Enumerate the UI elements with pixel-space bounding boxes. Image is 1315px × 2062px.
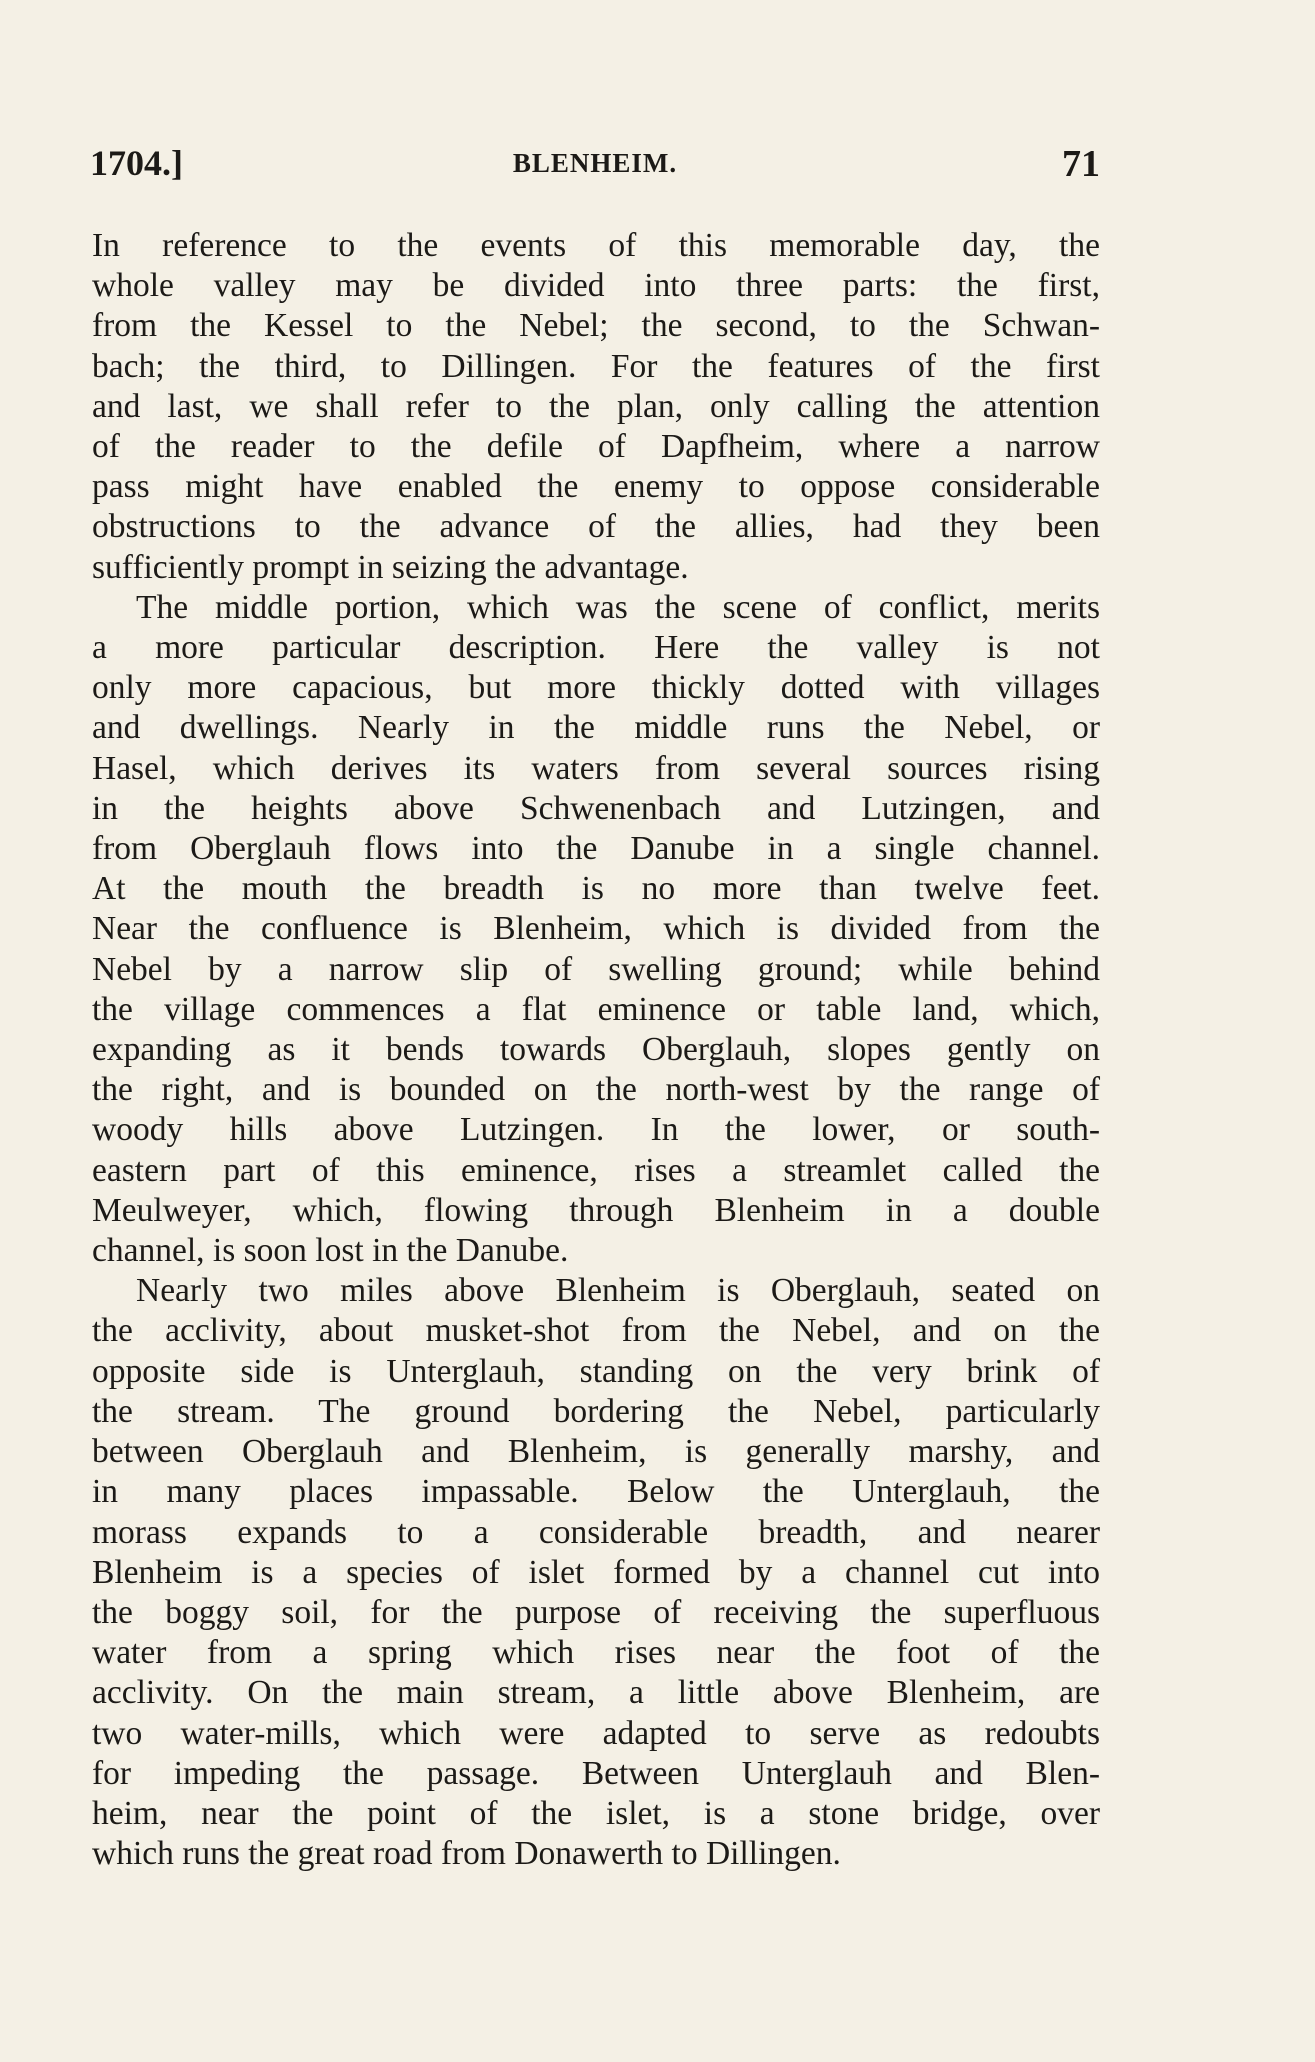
text-line: Blenheim is a species of islet formed by a channel cut into [92, 1553, 1100, 1591]
text-line: expanding as it bends towards Oberglauh, slopes gently on [92, 1031, 1100, 1069]
text-line: water from a spring which rises near the foot of the [92, 1634, 1100, 1672]
text-line: eastern part of this eminence, rises a streamlet called the [92, 1151, 1100, 1189]
text-line: which runs the great road from Donawerth to Dillingen. [92, 1835, 841, 1873]
text-line: two water-mills, which were adapted to serve as redoubts [92, 1714, 1100, 1752]
text-line: and last, we shall refer to the plan, only calling the attention [92, 387, 1100, 425]
text-line: pass might have enabled the enemy to oppose considerable [92, 468, 1100, 506]
text-line: only more capacious, but more thickly dotted with villages [92, 669, 1100, 707]
body-text [92, 226, 1100, 1874]
text-line: whole valley may be divided into three parts: the first, [92, 267, 1100, 305]
text-line: from the Kessel to the Nebel; the second, to the Schwan- [92, 307, 1100, 345]
text-line: Hasel, which derives its waters from several sources rising [92, 749, 1100, 787]
running-title: BLENHEIM. [512, 148, 678, 178]
text-line: the boggy soil, for the purpose of receiving the superfluous [92, 1593, 1100, 1631]
text-line: the right, and is bounded on the north-west by the range of [92, 1071, 1100, 1109]
paragraph [92, 1271, 1100, 1874]
text-line: of the reader to the defile of Dapfheim, where a narrow [92, 428, 1100, 466]
text-line: The middle portion, which was the scene of conflict, merits [136, 588, 1100, 626]
text-line: and dwellings. Nearly in the middle runs the Nebel, or [92, 709, 1100, 747]
text-line: in many places impassable. Below the Unterglauh, the [92, 1473, 1100, 1511]
text-line: in the heights above Schwenenbach and Lutzingen, and [92, 789, 1100, 827]
header-year: 1704.] [90, 143, 183, 183]
text-line: for impeding the passage. Between Unterglauh and Blen- [92, 1754, 1100, 1792]
text-line: bach; the third, to Dillingen. For the features of the first [92, 347, 1100, 385]
text-line: Nebel by a narrow slip of swelling ground; while behind [92, 950, 1100, 988]
text-line: Near the confluence is Blenheim, which is divided from the [92, 910, 1100, 948]
paragraph [92, 226, 1100, 588]
text-line: opposite side is Unterglauh, standing on the very brink of [92, 1352, 1100, 1390]
text-line: channel, is soon lost in the Danube. [92, 1232, 569, 1270]
text-line: acclivity. On the main stream, a little above Blenheim, are [92, 1674, 1100, 1712]
text-line: obstructions to the advance of the allies, had they been [92, 508, 1100, 546]
text-line: morass expands to a considerable breadth, and nearer [92, 1513, 1100, 1551]
text-line: the stream. The ground bordering the Nebel, particularly [92, 1392, 1100, 1430]
text-line: the acclivity, about musket-shot from the Nebel, and on the [92, 1312, 1100, 1350]
text-line: between Oberglauh and Blenheim, is generally marshy, and [92, 1433, 1100, 1471]
text-line: In reference to the events of this memorable day, the [92, 227, 1100, 264]
text-line: Meulweyer, which, flowing through Blenheim in a double [92, 1191, 1100, 1229]
text-line: a more particular description. Here the valley is not [92, 629, 1100, 667]
page-header [90, 142, 1100, 192]
text-line: the village commences a flat eminence or table land, which, [92, 990, 1100, 1028]
text-line: heim, near the point of the islet, is a stone bridge, over [92, 1794, 1100, 1832]
paragraph [92, 588, 1100, 1271]
page-number: 71 [1062, 143, 1100, 185]
text-line: from Oberglauh flows into the Danube in a single channel. [92, 830, 1100, 868]
text-line: sufficiently prompt in seizing the advantage. [92, 548, 689, 586]
text-line: Nearly two miles above Blenheim is Oberglauh, seated on [136, 1272, 1100, 1310]
text-line: woody hills above Lutzingen. In the lower, or south- [92, 1111, 1100, 1149]
text-line: At the mouth the breadth is no more than twelve feet. [92, 870, 1100, 908]
